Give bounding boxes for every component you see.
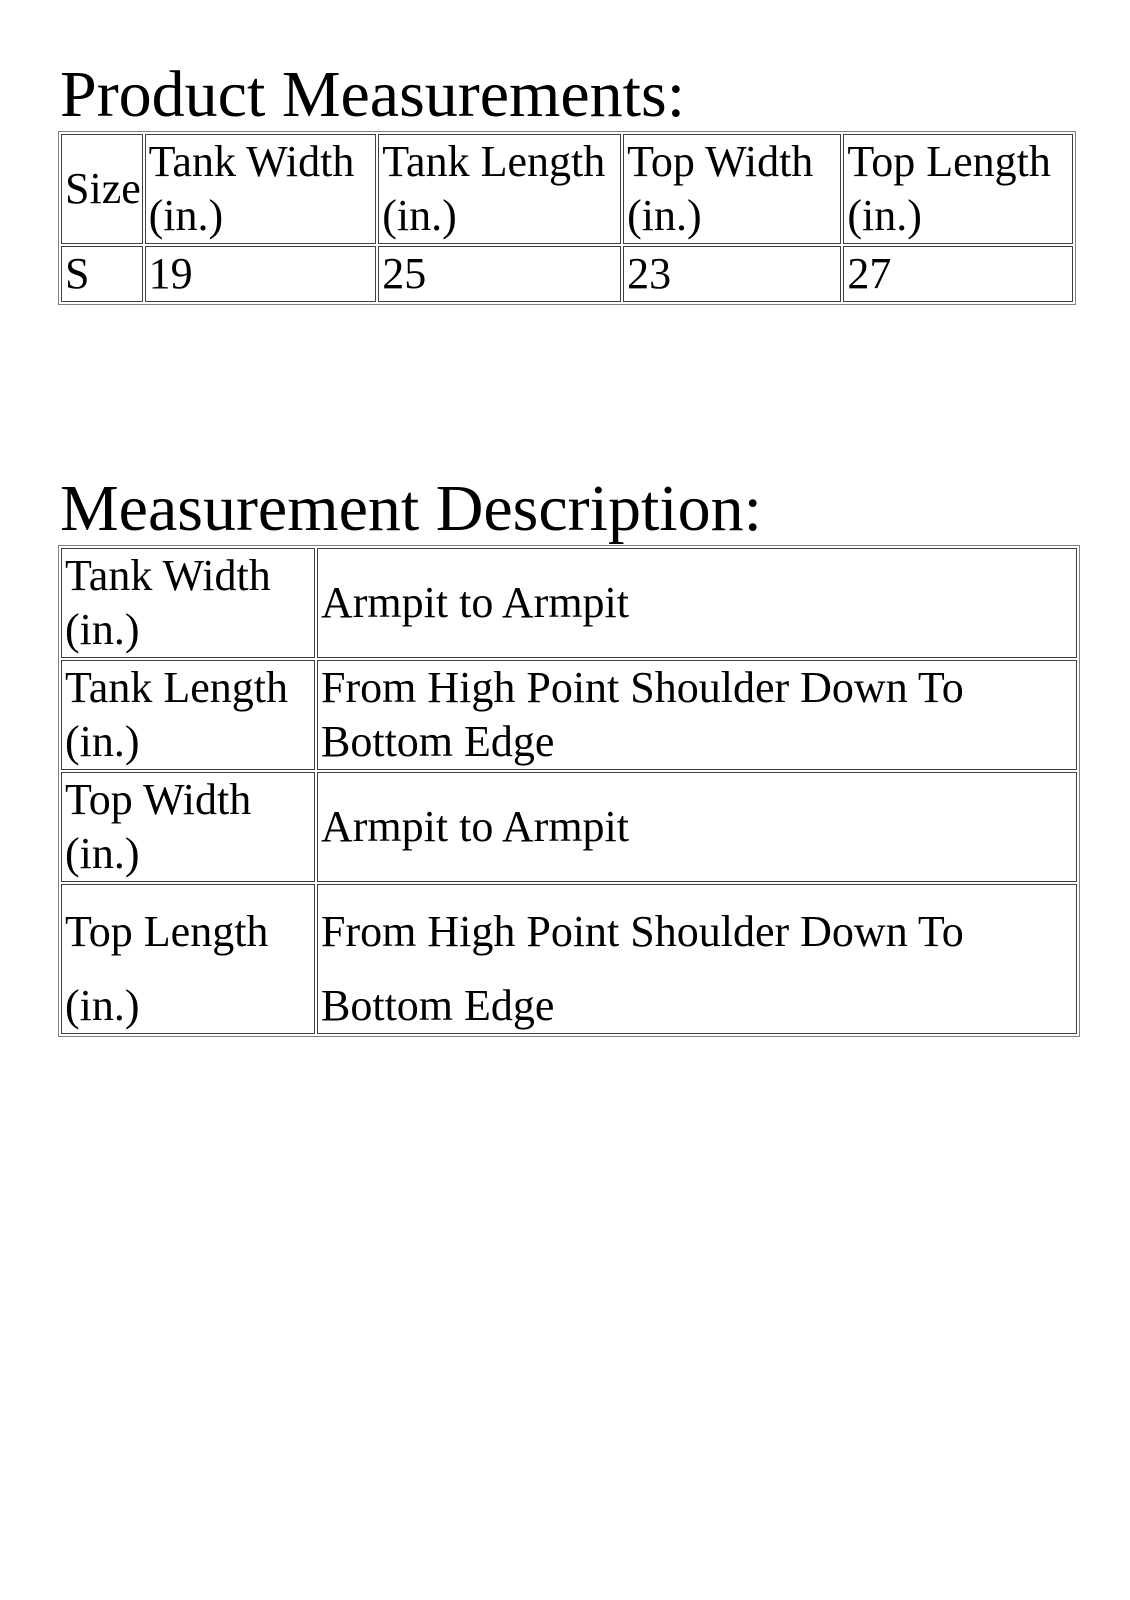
cell-tank-length: 25 (378, 246, 621, 302)
description-cell: Armpit to Armpit (317, 772, 1077, 882)
term-cell: Top Width (in.) (61, 772, 315, 882)
column-header-top-length: Top Length (in.) (843, 134, 1073, 244)
measurement-description-heading: Measurement Description: (60, 472, 762, 545)
table-row (61, 246, 1073, 302)
table-row (61, 884, 1077, 1034)
description-cell: Armpit to Armpit (317, 548, 1077, 658)
description-cell: From High Point Shoulder Down To Bottom Edge (317, 884, 1077, 1034)
table-row (61, 548, 1077, 658)
table-row (61, 772, 1077, 882)
column-header-tank-width: Tank Width (in.) (145, 134, 377, 244)
measurements-table (58, 131, 1076, 305)
cell-tank-width: 19 (145, 246, 377, 302)
table-row (61, 660, 1077, 770)
term-cell: Tank Width (in.) (61, 548, 315, 658)
column-header-tank-length: Tank Length (in.) (378, 134, 621, 244)
column-header-size: Size (61, 134, 143, 244)
table-header-row (61, 134, 1073, 244)
cell-top-length: 27 (843, 246, 1073, 302)
product-measurements-heading: Product Measurements: (60, 58, 686, 131)
description-table (58, 545, 1080, 1037)
description-cell: From High Point Shoulder Down To Bottom Edge (317, 660, 1077, 770)
column-header-top-width: Top Width (in.) (623, 134, 841, 244)
term-cell: Top Length (in.) (61, 884, 315, 1034)
cell-top-width: 23 (623, 246, 841, 302)
cell-size: S (61, 246, 143, 302)
term-cell: Tank Length (in.) (61, 660, 315, 770)
